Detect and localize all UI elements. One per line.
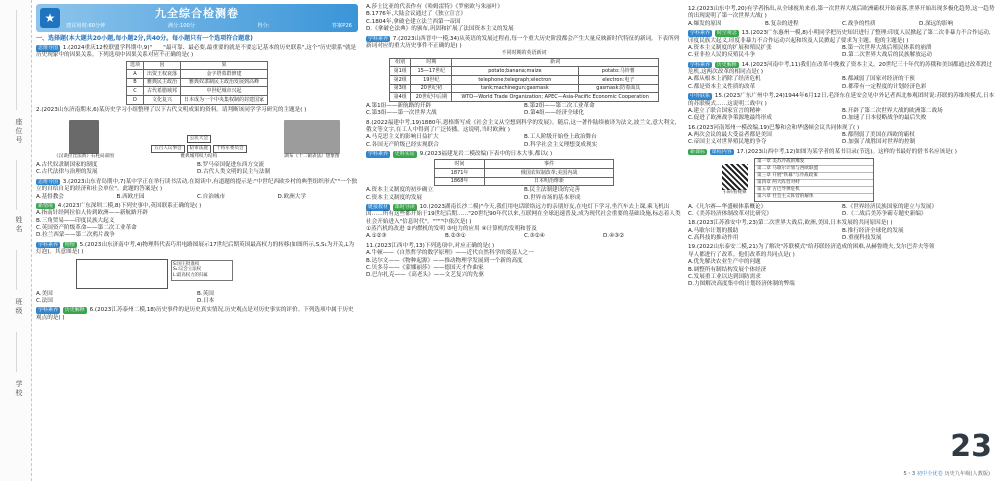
question-tag: 学科素养 bbox=[690, 30, 711, 37]
diagram-row bbox=[150, 144, 248, 154]
option-c[interactable]: C.战争的性质 bbox=[842, 20, 876, 27]
option-d[interactable]: D.巴尔扎克——《高老头》——文艺复兴的先驱 bbox=[366, 272, 484, 279]
option-a[interactable]: A.《凡尔赛—华盛顿体系概论》 bbox=[688, 203, 767, 210]
table-header-cell: 果 bbox=[181, 61, 268, 70]
qr-label: 扫码看视频 bbox=[723, 190, 747, 196]
options bbox=[688, 45, 996, 60]
table-header-cell: 因 bbox=[143, 61, 180, 70]
question-text: 2.(2023山东济南期末,6)某历史学习小组整理了以下古代文明成果的资料。请判断该同学学习研究的主题是( ) bbox=[36, 106, 307, 113]
options bbox=[366, 187, 682, 202]
table-header-row bbox=[126, 61, 267, 70]
option-d[interactable]: D.深远的影响 bbox=[919, 20, 954, 27]
option-b[interactable]: B.民主法制建设的完善 bbox=[524, 187, 580, 194]
question-7 bbox=[366, 36, 682, 118]
table-cell: 第2组 bbox=[390, 76, 411, 85]
table-cell: 雅典民主政治 bbox=[143, 78, 180, 87]
option-a[interactable]: A.建立了联合国家宣言的精神 bbox=[688, 107, 761, 114]
question-tag: 新情境 bbox=[38, 202, 54, 209]
option-a[interactable]: A.①②③ bbox=[366, 233, 387, 240]
image-figure bbox=[150, 134, 248, 160]
option-d[interactable]: D.《拿破仑法典》的颁布,巩固和扩展了法国资本主义的发展 bbox=[366, 26, 514, 33]
question-tag: 学科素养 bbox=[38, 241, 59, 248]
option-a[interactable]: A.指南针经阿拉伯人传到欧洲——新航路开辟 bbox=[36, 210, 148, 217]
option-c[interactable]: C.英国资产阶级革命——第二次工业革命 bbox=[36, 225, 137, 231]
question-text: 15.(2023广东广州中考,24)1944年6月12日,毛泽东在延安会见中外记者西北参观团时说:苏联的苏维埃模式,日本的苏联模式……这说明二战中( ) bbox=[688, 93, 995, 107]
table-cell: 俄国农奴制改革;美国内战 bbox=[485, 169, 614, 178]
question-6 bbox=[36, 307, 358, 322]
option-d[interactable]: D.拉兰西蒙——第二次鸦片战争 bbox=[36, 232, 115, 239]
margin-label-seat: 座位号 bbox=[15, 118, 23, 145]
exam-banner bbox=[36, 4, 358, 32]
image-caption: 雅典城邦权力结构 bbox=[180, 153, 218, 159]
question-text: 4.(2023广东深圳二模,8)下列史事中,英国联系正确的是( ) bbox=[57, 202, 202, 209]
option-c[interactable]: C.1804年,拿破仑建立法兰西第一帝国 bbox=[366, 18, 461, 25]
option-c[interactable]: C.高科技的推动作用 bbox=[688, 235, 739, 241]
table-row bbox=[390, 84, 659, 93]
image-caption: 湖布《十二铜表法》想象图 bbox=[284, 153, 340, 159]
footer-brand: 初中全优卷 bbox=[916, 471, 943, 478]
option-b[interactable]: B.第2组——第二次工业革命 bbox=[524, 102, 595, 109]
question-4 bbox=[36, 203, 358, 240]
question-text: 13.(2023广东惠州一模,8)小明同学把历史知识进行了整理:印度人民掀起了第二次非暴力不合作运动,印度民族大起义,印度非暴力不合作运动兴起和埃及人民掀起了要求为主题。他的主题是( ) bbox=[688, 30, 991, 44]
table-cell: 日本成为一个中央集权制的封建国家 bbox=[181, 96, 268, 105]
option-d[interactable]: D.世界市场的基本形成 bbox=[524, 194, 581, 201]
option-c[interactable]: C.法国 bbox=[36, 297, 53, 304]
toc-item: 第二章 马歇尔计划与西欧联盟 bbox=[755, 166, 873, 173]
table-cell: 第1组 bbox=[390, 67, 411, 76]
option-b[interactable]: B.推行经济全球化的发展 bbox=[842, 227, 904, 234]
diagram-node: 公民大会 bbox=[187, 135, 211, 143]
circuit-legend bbox=[171, 260, 233, 281]
margin-rule bbox=[16, 160, 17, 210]
toc-item: 第五章 古巴导弹危机 bbox=[755, 187, 873, 194]
table-cell: tank;machinegun;gasmask bbox=[452, 84, 578, 93]
option-b[interactable]: B.②③① bbox=[445, 233, 466, 240]
table-cell: 出资王权衰落 bbox=[143, 70, 180, 79]
table-cell: potato;banana;maize bbox=[452, 67, 578, 76]
question-3 bbox=[36, 179, 358, 201]
table-cell: WTO—World Trade Organization; APEC—Asia-Pacific Economic Cooperation bbox=[452, 93, 659, 102]
option-d[interactable]: D.欧洲大学 bbox=[277, 193, 306, 200]
option-c[interactable]: C.贝多芬——《蒙娜丽莎》——德国天才作曲家 bbox=[366, 264, 484, 271]
cause-effect-table bbox=[126, 61, 268, 105]
table-header-cell: 组别 bbox=[390, 58, 411, 67]
question-17 bbox=[688, 149, 996, 219]
option-c[interactable]: C.资本主义制度的发展 bbox=[366, 194, 423, 201]
question-tag: 思维导图 bbox=[38, 178, 59, 185]
stele-image bbox=[69, 120, 99, 154]
toc-item: 第四章 两大阵营对峙 bbox=[755, 180, 873, 187]
option-a[interactable]: A.都从根本上消除了经济危机 bbox=[688, 76, 761, 83]
option-a[interactable]: A.爆发的原因 bbox=[688, 20, 722, 27]
option-b[interactable]: B.复杂的进程 bbox=[765, 20, 799, 27]
power-structure-diagram bbox=[150, 134, 248, 154]
option-b[interactable]: B.第一次世界大战后殖民体系的崩溃 bbox=[842, 44, 932, 51]
table-row bbox=[126, 96, 267, 105]
table-cell: telephone;telegraph;electron bbox=[452, 76, 578, 85]
options bbox=[688, 228, 996, 243]
option-a[interactable]: A.资本主义制度的扩展和殖民扩张 bbox=[688, 44, 772, 51]
margin-rule bbox=[16, 10, 17, 110]
question-text: 1.(2024重庆12校联盟学科期中,9)"____"最可靠、最必要,最重要的就是不要忘记基本的历史联系",这个"历史联系"就是历史现象中的因果关系。下列选项中因果关系对应不正确的是( ) bbox=[36, 44, 357, 59]
diagram-node: 五百人议事会 bbox=[151, 145, 185, 153]
question-text: 6.(2023江苏泰州二模,18)历史事件的是历史真实情况,历史观点是对历史事实的评价。下列选项中属于历史观点的是( ) bbox=[36, 307, 354, 321]
tables-image bbox=[284, 120, 340, 154]
my-score: 得分: bbox=[257, 23, 270, 30]
circuit-diagram bbox=[76, 259, 208, 289]
image-figure bbox=[54, 120, 114, 160]
question-8 bbox=[366, 120, 682, 150]
table-row bbox=[435, 169, 614, 178]
option-d[interactable]: D.古代人类文明的民主与法制 bbox=[197, 169, 271, 176]
option-c[interactable]: C.《美苏经济体制改革对比研究》 bbox=[688, 210, 772, 217]
table-cell: electron:电子 bbox=[578, 76, 658, 85]
option-d[interactable]: D.《二战后美苏争霸专题史新编》 bbox=[842, 210, 927, 217]
question-subtag: 物理 bbox=[64, 241, 75, 248]
toc-item: 第三章 开展"铁幕"与冷战政策 bbox=[755, 173, 873, 180]
table-row bbox=[390, 76, 659, 85]
option-d[interactable]: D.都带有一定程度的计划经济色彩 bbox=[842, 83, 927, 90]
qr-block bbox=[688, 158, 754, 201]
option-d[interactable]: D.力图解决高度集中的计划经济体制的弊端 bbox=[688, 281, 795, 288]
question-14 bbox=[688, 62, 996, 92]
question-tag: 中外联系 bbox=[690, 93, 711, 100]
option-c[interactable]: C.都是资本主义性质的改革 bbox=[688, 83, 756, 90]
options bbox=[366, 103, 682, 118]
question-16 bbox=[688, 125, 996, 147]
q6-options bbox=[366, 4, 682, 34]
margin-label-name: 姓名 bbox=[15, 216, 23, 234]
question-subtag: 时空观念 bbox=[716, 30, 737, 37]
option-d[interactable]: D.第二次世界大战后的民族解放运动 bbox=[842, 52, 932, 59]
question-tag: 学科素养 bbox=[368, 35, 389, 42]
table-header-cell: 事件 bbox=[485, 160, 614, 169]
table-header-cell: 新词 bbox=[452, 58, 659, 67]
margin-label-class: 班级 bbox=[15, 298, 23, 316]
option-c[interactable]: C.促进了欧洲战争策源地最终形成 bbox=[688, 115, 772, 122]
question-12 bbox=[688, 6, 996, 28]
binding-margin bbox=[0, 0, 32, 481]
question-text: 11.(2023江西中考,13)下列选项中,对应正确的是( ) bbox=[366, 242, 495, 249]
table-header-row bbox=[390, 58, 659, 67]
options bbox=[688, 76, 996, 91]
column-1 bbox=[36, 4, 358, 322]
qr-code-icon[interactable] bbox=[722, 164, 748, 190]
toc-item: 第六章 社会主义阵营的解体 bbox=[757, 194, 814, 200]
question-1 bbox=[36, 45, 358, 105]
option-b[interactable]: B.开辟了第二次世界大战的欧洲第二战场 bbox=[842, 107, 943, 114]
table-header-cell: 时间 bbox=[435, 160, 485, 169]
question-tag: 新课标 bbox=[690, 148, 706, 155]
table-row bbox=[390, 67, 659, 76]
column-2 bbox=[366, 4, 682, 280]
option-a[interactable]: A.古代奴隶制国家的制度 bbox=[36, 162, 98, 168]
question-tag: 学科素养 bbox=[368, 151, 389, 158]
image-caption: 《汉谟拉比法典》石柱局部图 bbox=[54, 153, 114, 159]
table-cell: 雅典奴隶制民主政治发展到高峰 bbox=[181, 78, 268, 87]
toc-item: 第一章 美苏冷战的爆发 bbox=[755, 159, 873, 166]
question-subtag: 课时导读 bbox=[394, 203, 415, 210]
question-11 bbox=[366, 243, 682, 280]
option-c[interactable]: C.发展重工业以达到国防需求 bbox=[688, 273, 761, 280]
table-cell: 19世纪 bbox=[411, 76, 452, 85]
table-cell: 1868年 bbox=[435, 177, 485, 186]
option-b[interactable]: B.西欧庄园 bbox=[116, 193, 145, 200]
question-13 bbox=[688, 30, 996, 60]
question-text: 16.(2023河南郑州一模改编,19)巴黎和会和华盛顿会议共同体现了( ) bbox=[688, 124, 860, 131]
table-cell: potato:马铃薯 bbox=[578, 67, 658, 76]
option-a[interactable]: A.马歇尔计划的援助 bbox=[688, 227, 739, 234]
options bbox=[36, 162, 358, 177]
option-c[interactable]: C.古代法律与治理的发展 bbox=[36, 169, 98, 176]
options bbox=[366, 134, 682, 149]
option-a[interactable]: A.基督教会 bbox=[36, 193, 64, 200]
question-text: 18.(2023江苏淮安中考,23)第二次世界大战后,欧洲,美国,日本发展的共同原因是( ) bbox=[688, 220, 893, 227]
diagram-node: 陪审法庭 bbox=[187, 145, 211, 153]
option-c[interactable]: C.各国无产阶级已经实现联合 bbox=[366, 141, 439, 148]
question-10 bbox=[366, 204, 682, 241]
option-a[interactable]: A.两次会议的最大受益者都是美国 bbox=[688, 132, 772, 138]
question-images bbox=[36, 116, 358, 160]
exam-info bbox=[66, 23, 352, 30]
options bbox=[688, 108, 996, 123]
column-3 bbox=[688, 4, 996, 289]
question-text: 14.(2023河南中考,11)我们在改革中挽救了资本主义。20世纪三十年代的苏俄和美国都通过改革渡过危机,这两次改革的相同点是( ) bbox=[688, 61, 993, 75]
footer-series: 5・3 bbox=[903, 471, 916, 478]
option-c[interactable]: C.第3组——第一次世界大战 bbox=[366, 110, 437, 117]
table-cell: 20世纪初 bbox=[411, 84, 452, 93]
option-a[interactable]: A.马克思主义的影响日益扩大 bbox=[366, 134, 439, 141]
options bbox=[688, 21, 996, 28]
table-cell: 古代希腊城邦 bbox=[143, 87, 180, 96]
margin-rule bbox=[16, 332, 17, 372]
table-row bbox=[390, 93, 659, 102]
option-a[interactable]: A.资本主义制度的初步确立 bbox=[366, 187, 434, 194]
option-a[interactable]: A.牛顿——《自然哲学的数学原理》——近代自然科学的奠基人之一 bbox=[366, 250, 534, 257]
options bbox=[366, 233, 682, 240]
question-text: 10.(2023湖南长沙二模)"今天,我们用电话联络远方的亲朋好友,在电灯下学习,坐汽车去上课,乘飞机出国……所有这些都开始于19世纪后期……"20世纪90年代以来,互联网在全球迅速普及,成为现代社会重要的基础设施,标志着人类社会开始进入"信息时代"。""""中依次是( ) bbox=[366, 203, 681, 225]
option-c[interactable]: C.自治城市 bbox=[197, 193, 226, 200]
option-a[interactable]: A.优先解决农业生产中的问题 bbox=[688, 259, 761, 266]
legend-item: S:国王批准权 bbox=[173, 261, 200, 267]
image-figure bbox=[284, 120, 340, 160]
margin-rule bbox=[16, 250, 17, 290]
question-text: 5.(2023山东济南中考,4)物理科代表巧用电路图展示17世纪后期英国最高权力的转移(如图所示,S,S₁为开关,L为灯泡)。其意图是( ) bbox=[36, 241, 355, 256]
table-cell: 文化复兴 bbox=[143, 96, 180, 105]
question-15 bbox=[688, 93, 996, 123]
diagram-node: 十将军委员会 bbox=[213, 145, 247, 153]
answer-page: 答案P26 bbox=[331, 23, 352, 30]
page-number: 23 bbox=[950, 429, 992, 465]
question-tag: 链接教材 bbox=[368, 203, 389, 210]
table-cell: gasmask:防毒面具 bbox=[578, 84, 658, 93]
option-c[interactable]: C.帝国主义对世界殖民地的争夺 bbox=[688, 139, 767, 146]
option-d[interactable]: D.第4组——经济全球化 bbox=[524, 110, 584, 117]
option-d[interactable]: D.④③② bbox=[603, 233, 625, 240]
option-b[interactable]: B.三角贸易——印度民族大起义 bbox=[36, 217, 115, 224]
options bbox=[688, 132, 996, 147]
table-cell: B bbox=[126, 78, 143, 87]
option-a[interactable]: A.莎士比亚的代表作有《哈姆雷特》《罗密欧与朱丽叶》 bbox=[366, 4, 503, 10]
question-tag: 思维导图 bbox=[38, 44, 59, 51]
events-table bbox=[434, 159, 614, 186]
option-a[interactable]: A.第1组——新航路的开辟 bbox=[366, 102, 432, 109]
option-b[interactable]: B.罗马帝国促进东西方交流 bbox=[197, 162, 265, 168]
option-b[interactable]: B.都削弱了美国在西欧的霸权 bbox=[842, 132, 915, 138]
option-b[interactable]: B.1776年,大陆会议通过了《独立宣言》 bbox=[366, 11, 466, 18]
question-subtag: 历史解释 bbox=[64, 307, 85, 314]
option-c[interactable]: C.③②④ bbox=[524, 233, 545, 240]
question-text: 3.(2023山东青岛期中,7)某中学正在举行读书活动,在阅读中,有道题的提示是:"中世纪西欧乡村的典型组织形式""一个独立的自给自足的经济和社会单位"。此题的答案是( ) bbox=[36, 178, 357, 193]
option-d[interactable]: D.加速了日本侵略战争的最后失败 bbox=[842, 115, 927, 122]
table-cell: 金字塔墓群修建 bbox=[181, 70, 268, 79]
option-b[interactable]: B.《世界经济民族国家的建立与发展》 bbox=[842, 203, 938, 210]
footer-subject: 历史九年级(人教版) bbox=[944, 471, 990, 478]
table-cell: 中世纪城市兴起 bbox=[181, 87, 268, 96]
option-b[interactable]: B.工人阶级开始登上政治舞台 bbox=[524, 134, 597, 141]
question-tag: 学科素养 bbox=[38, 307, 59, 314]
options bbox=[688, 204, 996, 219]
option-d[interactable]: D.加强了战胜国对世界的控制 bbox=[842, 139, 916, 146]
option-d[interactable]: D.日本 bbox=[197, 297, 215, 304]
table-cell: 15—17世纪 bbox=[411, 67, 452, 76]
option-d[interactable]: D.重视科技发展 bbox=[842, 235, 882, 241]
option-b[interactable]: B.调整所有制结构发展个体经济 bbox=[688, 266, 767, 273]
full-score: 满分:100分 bbox=[167, 23, 196, 30]
question-tag: 学科素养 bbox=[690, 61, 711, 68]
english-words-table bbox=[389, 58, 659, 102]
option-b[interactable]: B.英国 bbox=[197, 290, 214, 297]
table-cell: C bbox=[126, 87, 143, 96]
question-items: ①蒸汽机的改进 ②内燃机的发明 ③电力的应用 ④计算机的发明和普及 bbox=[366, 226, 537, 233]
page-footer bbox=[903, 471, 990, 478]
table-cell: 日本明治维新 bbox=[485, 177, 614, 186]
table-row bbox=[126, 78, 267, 87]
table-header-row bbox=[435, 160, 614, 169]
options bbox=[36, 291, 358, 306]
question-subtag: 历史解释 bbox=[716, 61, 737, 68]
options bbox=[36, 194, 358, 201]
table-cell: A bbox=[126, 70, 143, 79]
table-row bbox=[435, 177, 614, 186]
table-cell: 20世纪中后期 bbox=[411, 93, 452, 102]
section-title: 一、选择题(本大题共20小题,每小题2分,共40分。每小题只有一个选项符合题意) bbox=[36, 35, 253, 42]
option-b[interactable]: B.都减弱了国家对经济的干预 bbox=[842, 76, 915, 83]
table-row bbox=[126, 70, 267, 79]
legend-item: S₁:议会立法权 bbox=[173, 267, 201, 273]
margin-label-school: 学校 bbox=[15, 380, 23, 398]
question-text: 19.(2022山东泰安二模,21)为了解决"苏联模式"给苏联经济造成的困难,从赫鲁晓夫,戈尔巴乔夫等领导人都进行了改革。他们改革的共同点是( ) bbox=[688, 244, 935, 258]
option-a[interactable]: A.美国 bbox=[36, 290, 53, 297]
star-icon: ★ bbox=[40, 8, 60, 28]
table-cell: D bbox=[126, 96, 143, 105]
question-2 bbox=[36, 107, 358, 177]
question-18 bbox=[688, 220, 996, 242]
question-5 bbox=[36, 242, 358, 306]
question-text: 8.(2022福建中考,19)1880年,恩格斯写成《社会主义从空想到科学的发展》。随后,这一著作陆续被译为法文,波兰文,意大利文,俄文等文字,在工人中得到了广泛传播。这说明,当时欧洲( ) bbox=[366, 119, 677, 133]
table-title: 不同时期的英语新词 bbox=[501, 50, 547, 57]
table-header-cell: 选项 bbox=[126, 61, 143, 70]
question-19 bbox=[688, 244, 938, 288]
book-toc bbox=[754, 158, 874, 201]
q17-figure bbox=[688, 158, 996, 201]
legend-item: L:最高权力的归属 bbox=[173, 273, 208, 279]
question-subtag: 课程内容 bbox=[711, 148, 732, 155]
question-9 bbox=[366, 151, 682, 202]
table-cell: 1871年 bbox=[435, 169, 485, 178]
table-cell: 第4组 bbox=[390, 93, 411, 102]
suggested-time: 建议用时:60分钟 bbox=[66, 23, 106, 30]
question-text: 9.(2023福建龙岩二模改编)下表中的日本大事,都以( ) bbox=[419, 151, 553, 158]
question-subtag: 史料实证 bbox=[394, 151, 415, 158]
exam-title: 九全综合检测卷 bbox=[155, 7, 239, 20]
question-text: 7.(2023山西晋中一模,34)从英语的发展过程看,每一个重大历史阶段都会产生大量反映新时代特征的新词。下表所列新词对应的重大历史事件不正确的是( ) bbox=[366, 35, 680, 49]
table-row bbox=[126, 87, 267, 96]
option-b[interactable]: B.达尔文——《物种起源》——推动物理学发展到一个新的高度 bbox=[366, 257, 523, 264]
question-text: 17.(2023山西中考,12)如图为某学者的某书目录(节选)。这样的书最好的借书名应该是( ) bbox=[736, 148, 957, 155]
table-cell: 第3组 bbox=[390, 84, 411, 93]
option-c[interactable]: C.亚非拉人民的反殖民斗争 bbox=[688, 52, 756, 59]
question-text: 12.(2023山东中考,20)有学者指出,从全球视角来看,第一次世界大战后欧洲霸权开始衰落,世界开始出现多极化趋势,这一趋势的出现说明了第一次世界大战( ) bbox=[688, 6, 995, 20]
option-d[interactable]: D.科学社会主义理想变成现实 bbox=[524, 141, 598, 148]
table-header-cell: 时期 bbox=[411, 58, 452, 67]
